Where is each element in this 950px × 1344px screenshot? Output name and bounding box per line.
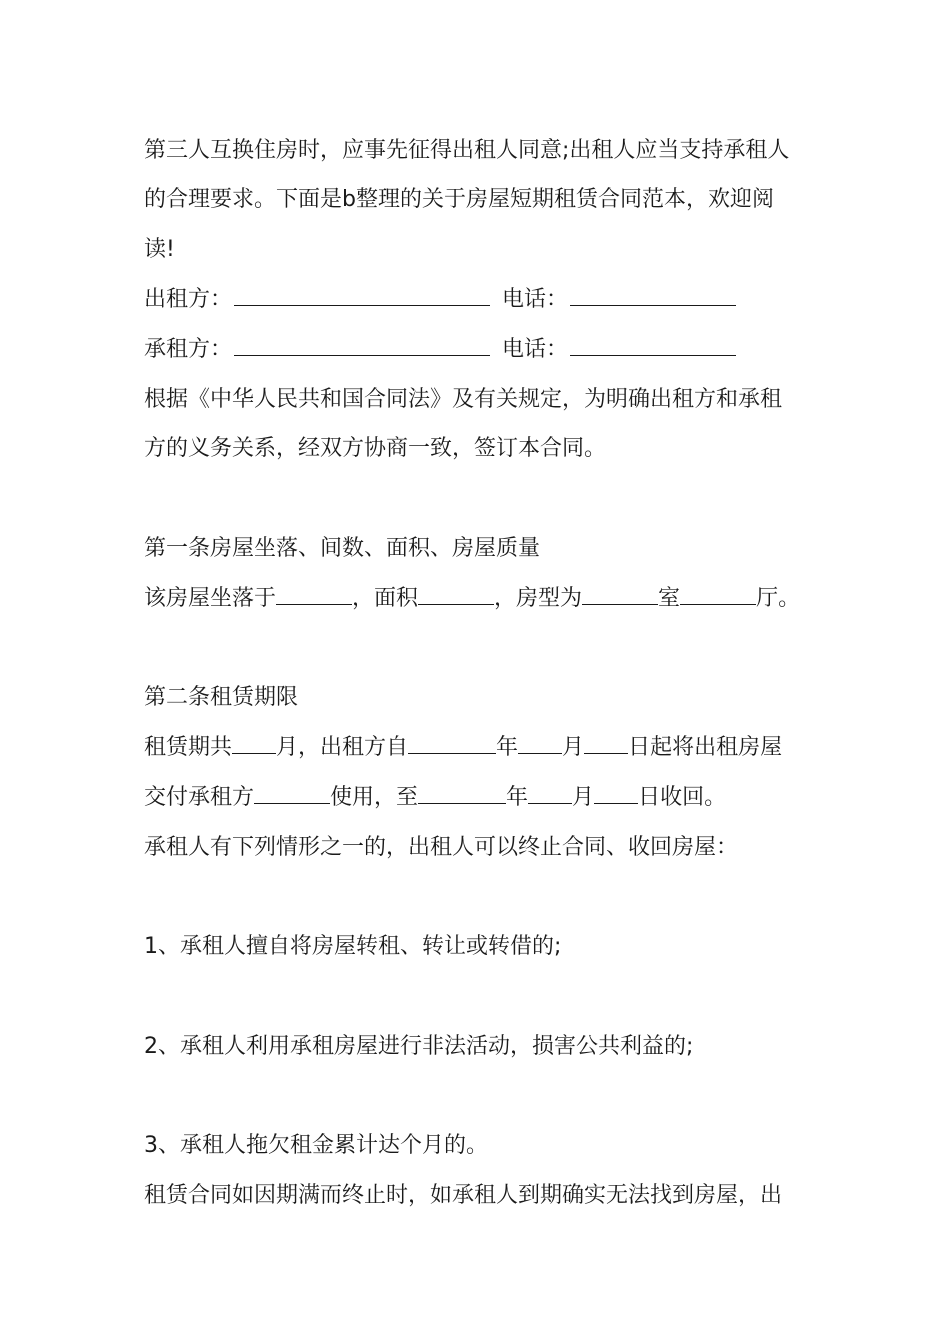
- lessee-label: 承租方：: [144, 337, 233, 362]
- intro-line-1: 第三人互换住房时，应事先征得出租人同意;出租人应当支持承租人: [144, 138, 790, 163]
- article2-l2-c: 年: [506, 785, 529, 810]
- location-blank[interactable]: [276, 584, 352, 605]
- expiry-clause: 租赁合同如因期满而终止时，如承租人到期确实无法找到房屋，出: [144, 1183, 783, 1208]
- article1-text: [144, 584, 800, 614]
- end-month-blank[interactable]: [528, 783, 572, 804]
- lessee-phone-blank[interactable]: [570, 335, 736, 356]
- article2-l1-c: 年: [496, 735, 519, 760]
- article1-text-a: 该房屋坐落于: [144, 586, 277, 611]
- article1-text-d: 室: [658, 586, 681, 611]
- article2-l2-b: 使用，至: [330, 785, 419, 810]
- article2-l1-d: 月: [562, 735, 585, 760]
- area-blank[interactable]: [418, 584, 494, 605]
- rooms-blank[interactable]: [582, 584, 658, 605]
- article1-heading: 第一条房屋坐落、间数、面积、房屋质量: [144, 536, 541, 561]
- termination-clause: 承租人有下列情形之一的，出租人可以终止合同、收回房屋：: [144, 835, 739, 860]
- lessor-row: [144, 285, 736, 315]
- termination-item-3: 3、承租人拖欠租金累计达个月的。: [144, 1133, 488, 1158]
- article2-l1-a: 租赁期共: [144, 735, 233, 760]
- term-months-blank[interactable]: [232, 733, 276, 754]
- article2-l2-e: 日收回。: [638, 785, 727, 810]
- article2-heading: 第二条租赁期限: [144, 685, 299, 710]
- termination-item-2: 2、承租人利用承租房屋进行非法活动，损害公共利益的;: [144, 1034, 694, 1059]
- basis-line-1: 根据《中华人民共和国合同法》及有关规定，为明确出租方和承租: [144, 387, 783, 412]
- intro-line-3: 读!: [144, 237, 175, 262]
- article2-l1-b: 月，出租方自: [276, 735, 409, 760]
- lessor-phone-label: 电话：: [502, 287, 569, 312]
- lessee-name-blank[interactable]: [234, 335, 490, 356]
- article1-text-c: ，房型为: [494, 586, 583, 611]
- end-year-blank[interactable]: [418, 783, 506, 804]
- lessee-phone-label: 电话：: [502, 337, 569, 362]
- lessor-label: 出租方：: [144, 287, 233, 312]
- end-day-blank[interactable]: [594, 783, 638, 804]
- article1-text-e: 厅。: [756, 586, 801, 611]
- intro-line-2: 的合理要求。下面是b整理的关于房屋短期租赁合同范本，欢迎阅: [144, 187, 774, 212]
- article2-l2-a: 交付承租方: [144, 785, 255, 810]
- article2-line-1: [144, 733, 782, 763]
- lessor-name-blank[interactable]: [234, 285, 490, 306]
- lessee-usage-blank[interactable]: [254, 783, 330, 804]
- article2-l2-d: 月: [572, 785, 595, 810]
- basis-line-2: 方的义务关系，经双方协商一致，签订本合同。: [144, 436, 607, 461]
- halls-blank[interactable]: [680, 584, 756, 605]
- article2-line-2: [144, 783, 726, 813]
- article2-l1-e: 日起将出租房屋: [628, 735, 783, 760]
- lessor-phone-blank[interactable]: [570, 285, 736, 306]
- article1-text-b: ，面积: [352, 586, 419, 611]
- start-day-blank[interactable]: [584, 733, 628, 754]
- start-month-blank[interactable]: [518, 733, 562, 754]
- termination-item-1: 1、承租人擅自将房屋转租、转让或转借的;: [144, 934, 562, 959]
- lessee-row: [144, 335, 736, 365]
- start-year-blank[interactable]: [408, 733, 496, 754]
